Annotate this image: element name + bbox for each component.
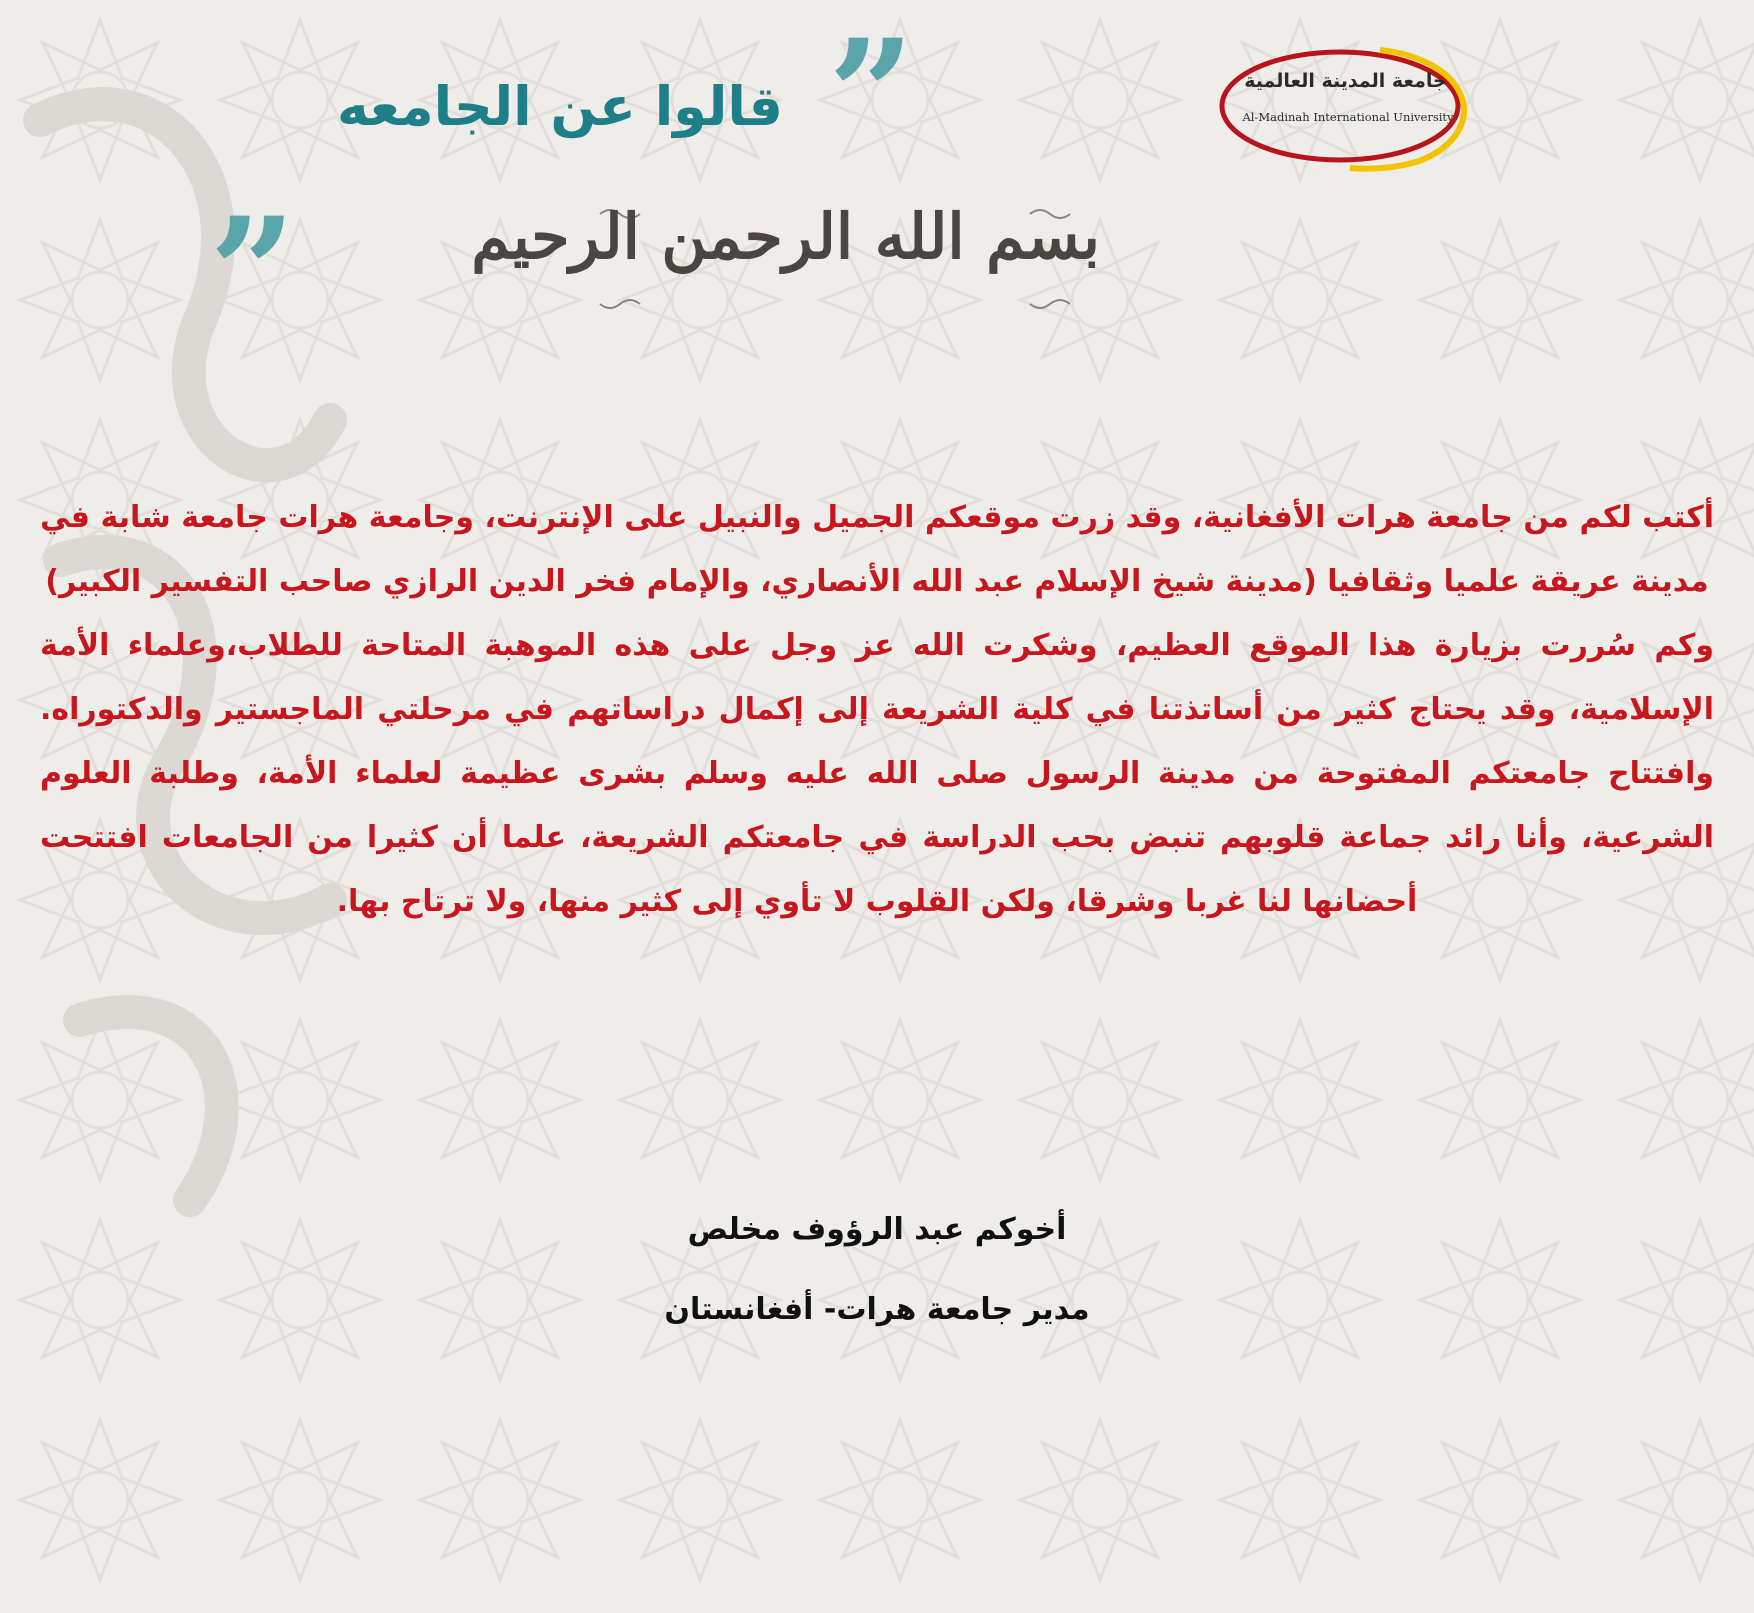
signature-title: مدير جامعة هرات- أفغانستان: [664, 1292, 1090, 1327]
logo-english-name: Al-Madinah International University: [1242, 110, 1454, 124]
testimonial-body: [40, 486, 1714, 934]
logo-arabic-name: جامعة المدينة العالمية: [1244, 70, 1447, 92]
closing-quote-icon: „: [212, 99, 299, 275]
testimonial-paragraph: أكتب لكم من جامعة هرات الأفغانية، وقد زرت موقعكم الجميل والنبيل على الإنترنت، وجامعة هرات جامعة شابة في مدينة عريقة علميا وثقافيا (مدينة شيخ الإسلام عبد الله الأنصاري، والإمام فخر الدين الرازي صاحب التفسير الكبير): [40, 500, 1714, 599]
page-title: قالوا عن الجامعه: [336, 75, 783, 138]
testimonial-paragraph: وكم سُررت بزيارة هذا الموقع العظيم، وشكرت الله عز وجل على هذه الموهبة المتاحة للطلاب،وعلماء الأمة الإسلامية، وقد يحتاج كثير من أساتذتنا في كلية الشريعة إلى إكمال دراساتهم في مرحلتي الماجستير والدكتوراه. وافتتاح جامعتكم المفتوحة من مدينة الرسول صلى الله عليه وسلم بشرى عظيمة لعلماء الأمة، وطلبة العلوم الشرعية، وأنا رائد جماعة قلوبهم تنبض بحب الدراسة في جامعتكم الشريعة، علما أن كثيرا من الجامعات افتتحت أحضانها لنا غربا وشرقا، ولكن القلوب لا تأوي إلى كثير منها، ولا ترتاح بها.: [40, 628, 1714, 919]
opening-quote-icon: ”: [828, 7, 915, 183]
signature-name: أخوكم عبد الرؤوف مخلص: [687, 1212, 1067, 1247]
university-logo: [1210, 42, 1480, 172]
basmala: بسم الله الرحمن الرحيم: [471, 200, 1100, 273]
